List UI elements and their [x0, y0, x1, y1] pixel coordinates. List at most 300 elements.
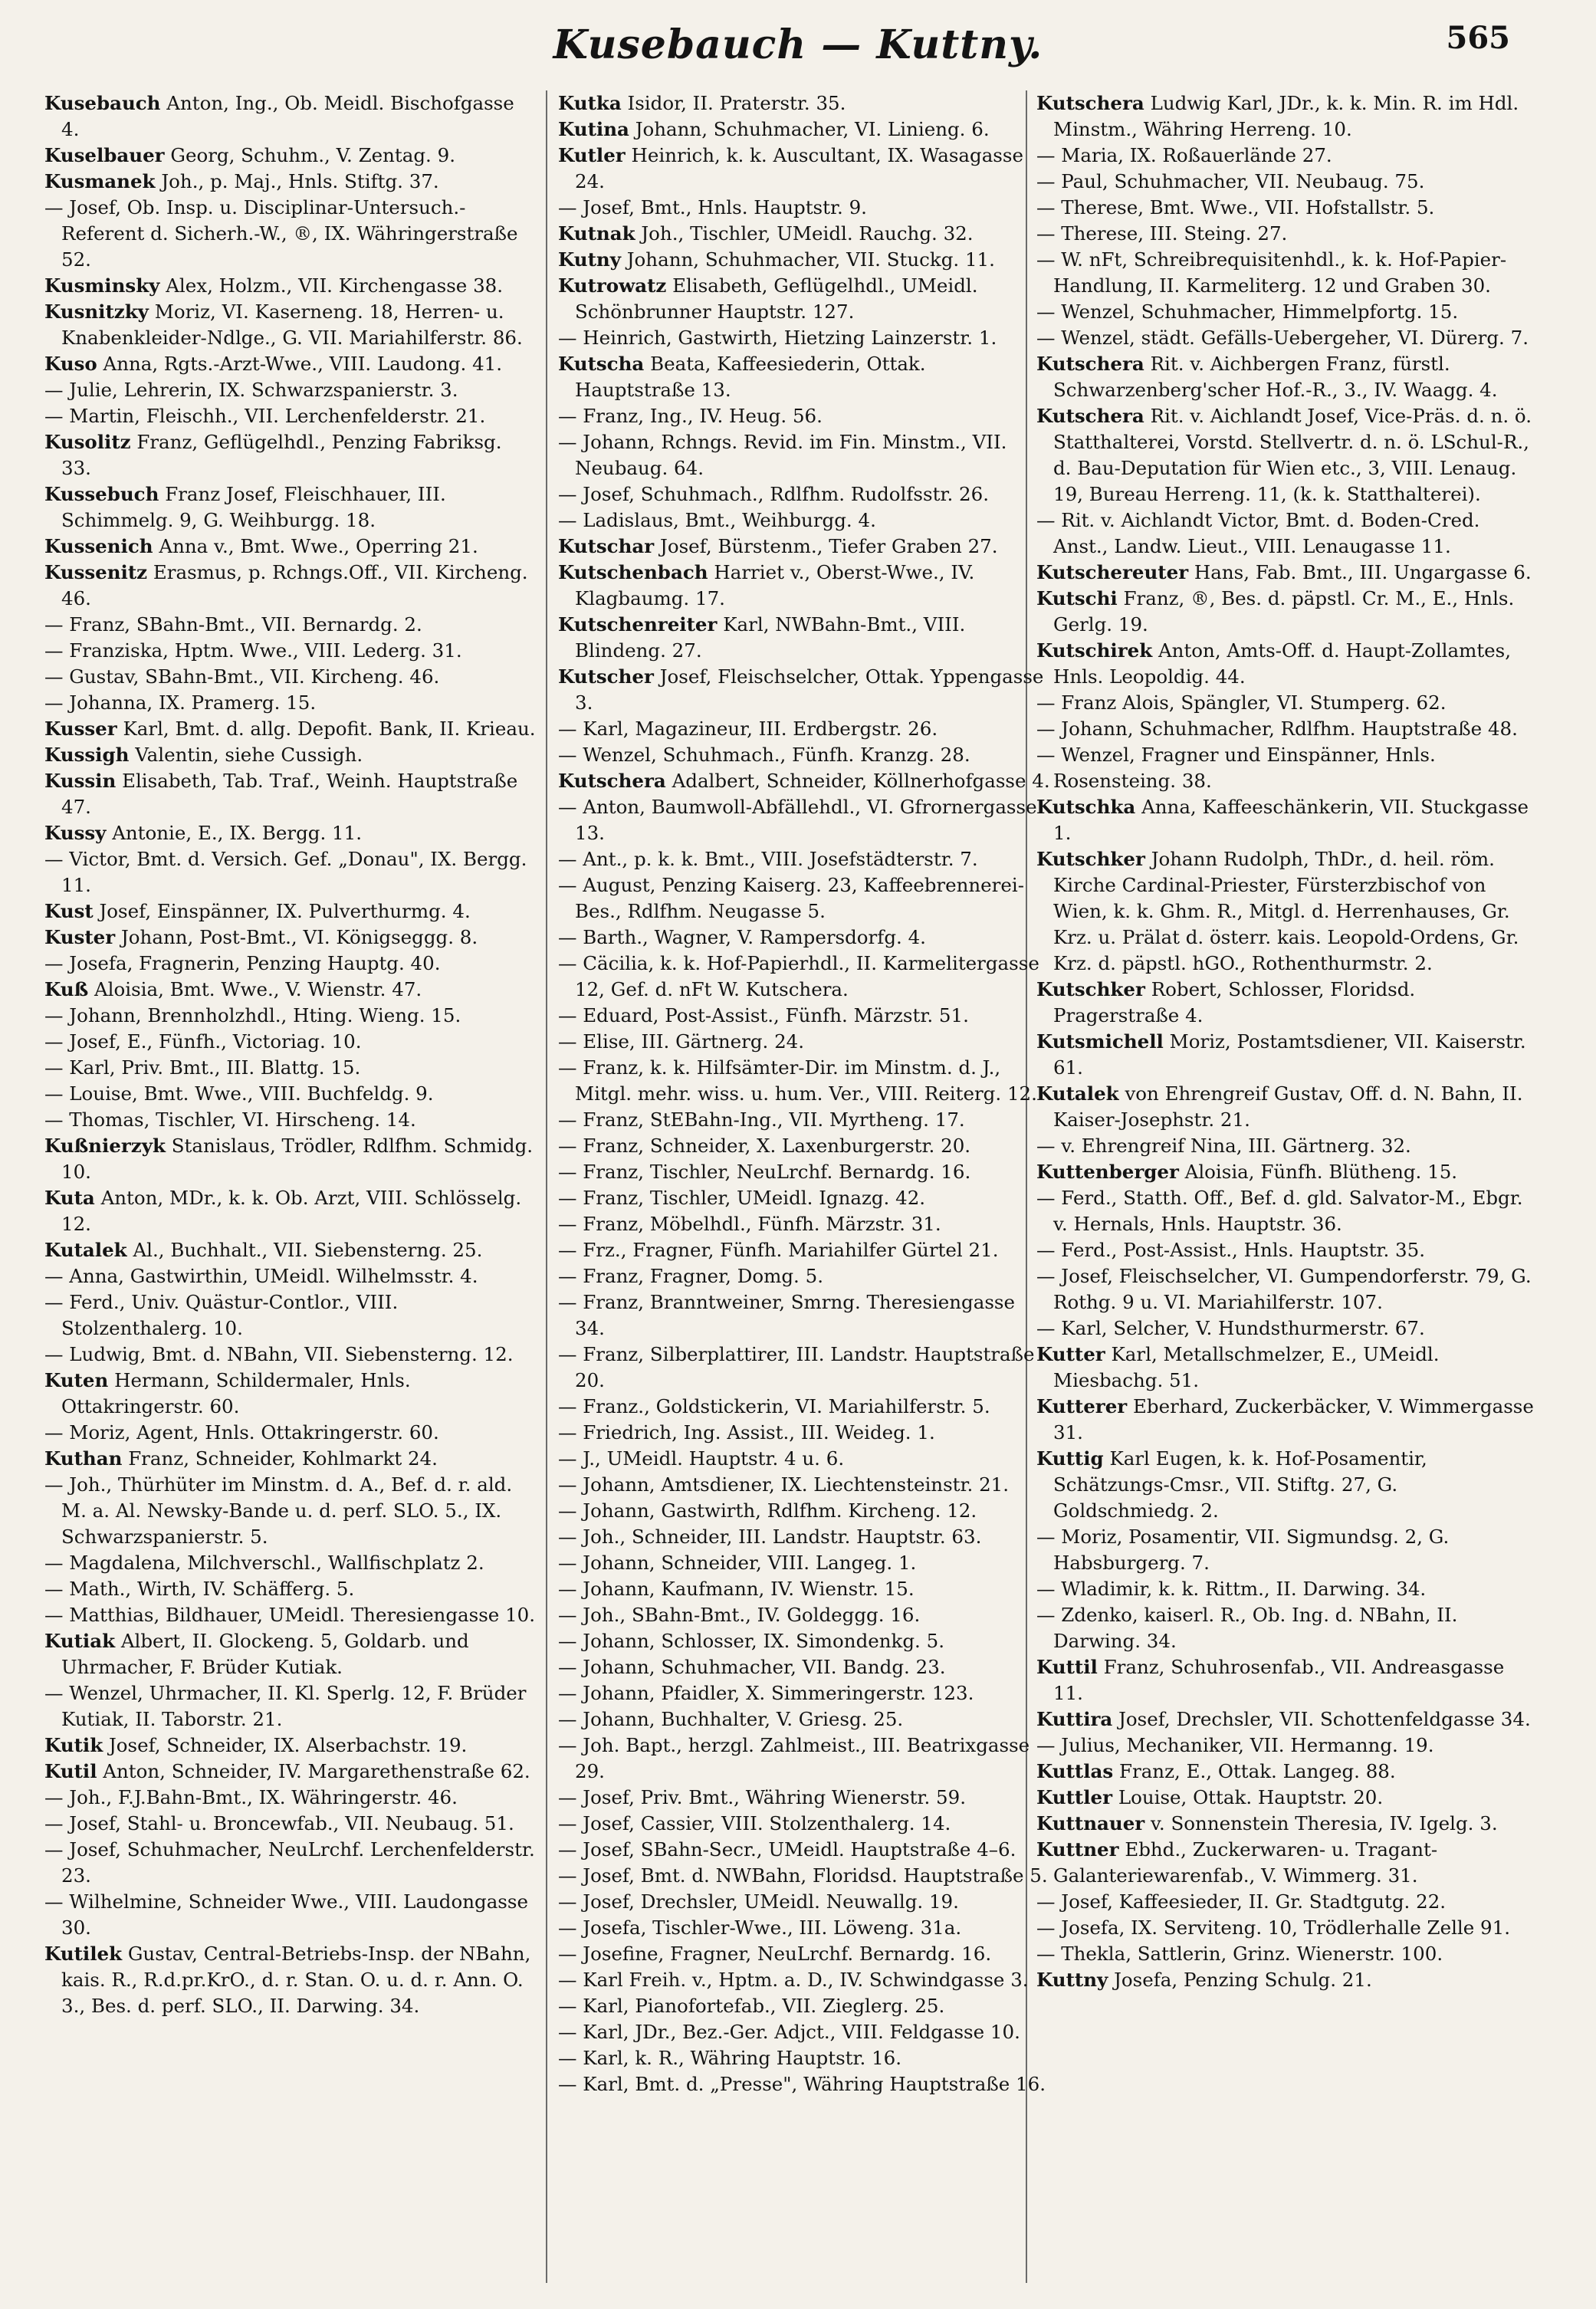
directory-entry	[44, 1237, 537, 1263]
entry-surname: Kuttny	[1036, 1969, 1108, 1991]
entry-surname: Kutschi	[1036, 587, 1118, 609]
directory-entry	[44, 1368, 537, 1420]
entry-surname: Kusser	[44, 718, 117, 740]
entry-details: Franz, Schuhrosenfab., VII. Andreasgasse 11.	[1053, 1656, 1505, 1704]
directory-entry	[44, 742, 537, 768]
entry-surname: Kuster	[44, 926, 116, 948]
directory-sub-entry	[44, 1472, 537, 1550]
directory-entry	[1036, 1811, 1536, 1837]
entry-details: Josef, Drechsler, VII. Schottenfeldgasse 34.	[1118, 1708, 1531, 1730]
entry-surname: Kusolitz	[44, 431, 131, 453]
entry-details: Albert, II. Glockeng. 5, Goldarb. und Uhrmacher, F. Brüder Kutiak.	[61, 1630, 469, 1678]
entry-details: — Franz, Fragner, Domg. 5.	[558, 1265, 824, 1287]
entry-details: — Wenzel, Schuhmach., Fünfh. Kranzg. 28.	[558, 744, 970, 766]
directory-sub-entry	[558, 1263, 1050, 1289]
entry-details: Aloisia, Fünfh. Blütheng. 15.	[1184, 1161, 1458, 1183]
entry-surname: Kuttenberger	[1036, 1161, 1179, 1183]
directory-entry	[1036, 794, 1536, 846]
directory-sub-entry	[558, 1863, 1050, 1889]
directory-sub-entry	[1036, 1185, 1536, 1237]
directory-sub-entry	[558, 1733, 1050, 1785]
entry-details: — Franz, StEBahn-Ing., VII. Myrtheng. 17.	[558, 1109, 965, 1131]
entry-surname: Kutterer	[1036, 1395, 1128, 1417]
entry-details: v. Sonnenstein Theresia, IV. Igelg. 3.	[1151, 1812, 1498, 1834]
entry-details: Franz, E., Ottak. Langeg. 88.	[1118, 1760, 1396, 1782]
entry-details: Johann, Post-Bmt., VI. Königseggg. 8.	[120, 926, 478, 948]
entry-details: — Wenzel, Uhrmacher, II. Kl. Sperlg. 12, F. Brüder Kutiak, II. Taborstr. 21.	[44, 1682, 527, 1730]
entry-details: — Louise, Bmt. Wwe., VIII. Buchfeldg. 9.	[44, 1082, 434, 1105]
entry-details: — Josefa, Tischler-Wwe., III. Löweng. 31a.	[558, 1917, 962, 1939]
directory-sub-entry	[44, 403, 537, 429]
entry-details: Heinrich, k. k. Auscultant, IX. Wasagasse 24.	[575, 144, 1023, 192]
directory-sub-entry	[558, 1055, 1050, 1107]
entry-details: — Cäcilia, k. k. Hof-Papierhdl., II. Karmelitergasse 12, Gef. d. nFt W. Kutschera.	[558, 952, 1039, 1000]
entry-details: — August, Penzing Kaiserg. 23, Kaffeebrennerei-Bes., Rdlfhm. Neugasse 5.	[558, 874, 1025, 922]
directory-sub-entry	[558, 1576, 1050, 1602]
entry-details: — J., UMeidl. Hauptstr. 4 u. 6.	[558, 1447, 845, 1470]
entry-details: Hans, Fab. Bmt., III. Ungargasse 6.	[1194, 561, 1532, 583]
entry-details: — Johann, Gastwirth, Rdlfhm. Kircheng. 12.	[558, 1499, 977, 1522]
entry-surname: Kust	[44, 900, 94, 922]
entry-surname: Kuttira	[1036, 1708, 1113, 1730]
entry-surname: Kuttig	[1036, 1447, 1104, 1470]
directory-sub-entry	[44, 1785, 537, 1811]
directory-sub-entry	[558, 481, 1050, 507]
entry-details: — Therese, III. Steing. 27.	[1036, 222, 1288, 245]
entry-details: Anna v., Bmt. Wwe., Operring 21.	[159, 535, 478, 557]
entry-details: — Franz, Tischler, UMeidl. Ignazg. 42.	[558, 1187, 926, 1209]
entry-details: — Josef, Drechsler, UMeidl. Neuwallg. 19.	[558, 1890, 959, 1913]
entry-details: Elisabeth, Tab. Traf., Weinh. Hauptstraße 47.	[61, 770, 518, 818]
directory-sub-entry	[44, 1263, 537, 1289]
entry-details: Joh., p. Maj., Hnls. Stiftg. 37.	[161, 170, 439, 192]
entry-surname: Kusebauch	[44, 92, 161, 114]
entry-surname: Kutschereuter	[1036, 561, 1189, 583]
directory-entry	[44, 898, 537, 925]
entry-details: — Karl, Pianofortefab., VII. Zieglerg. 25.	[558, 1995, 945, 2017]
entry-details: Johann Rudolph, ThDr., d. heil. röm. Kirche Cardinal-Priester, Fürsterzbischof von Wien, k. k. Ghm. R., Mitgl. d. Herrenhauses, Gr. Krz. u. Prälat d. österr. kais. Leopold-Ordens, Gr. Krz. d. päpstl. hGO., Rothenthurmstr. 2.	[1053, 848, 1519, 974]
entry-surname: Kutschenbach	[558, 561, 708, 583]
entry-details: — Paul, Schuhmacher, VII. Neubaug. 75.	[1036, 170, 1425, 192]
entry-details: Anna, Kaffeeschänkerin, VII. Stuckgasse 1.	[1053, 796, 1529, 844]
directory-sub-entry	[558, 716, 1050, 742]
directory-entry	[1036, 1029, 1536, 1081]
entry-details: — Johann, Kaufmann, IV. Wienstr. 15.	[558, 1578, 915, 1600]
directory-entry	[1036, 638, 1536, 690]
directory-entry	[44, 1185, 537, 1237]
directory-entry	[44, 1733, 537, 1759]
entry-details: — Julie, Lehrerin, IX. Schwarzspanierstr. 3.	[44, 379, 458, 401]
directory-entry	[44, 169, 537, 195]
entry-details: — Maria, IX. Roßauerlände 27.	[1036, 144, 1332, 166]
directory-sub-entry	[558, 2019, 1050, 2045]
entry-surname: Kusmanek	[44, 170, 156, 192]
entry-surname: Kutter	[1036, 1343, 1105, 1365]
entry-details: — Karl, Priv. Bmt., III. Blattg. 15.	[44, 1056, 361, 1079]
entry-surname: Kutiak	[44, 1630, 116, 1652]
entry-details: — Ladislaus, Bmt., Weihburgg. 4.	[558, 509, 876, 531]
entry-surname: Kuta	[44, 1187, 95, 1209]
directory-sub-entry	[44, 1889, 537, 1941]
entry-details: — Karl Freih. v., Hptm. a. D., IV. Schwindgasse 3.	[558, 1969, 1029, 1991]
directory-entry	[1036, 403, 1536, 507]
entry-surname: Kussebuch	[44, 483, 159, 505]
entry-details: — Josef, Bmt. d. NWBahn, Floridsd. Hauptstraße 5.	[558, 1864, 1048, 1887]
entry-details: — Franziska, Hptm. Wwe., VIII. Lederg. 31.	[44, 639, 462, 662]
directory-sub-entry	[1036, 1237, 1536, 1263]
directory-sub-entry	[558, 1524, 1050, 1550]
directory-sub-entry	[558, 2071, 1050, 2097]
entry-details: — Barth., Wagner, V. Rampersdorfg. 4.	[558, 926, 926, 948]
directory-entry	[44, 429, 537, 481]
directory-sub-entry	[44, 195, 537, 273]
directory-sub-entry	[44, 1602, 537, 1628]
entry-surname: Kutschera	[1036, 353, 1144, 375]
entry-details: — Josef, Stahl- u. Broncewfab., VII. Neubaug. 51.	[44, 1812, 514, 1834]
directory-entry	[1036, 1342, 1536, 1394]
entry-surname: Kutschenreiter	[558, 613, 718, 636]
entry-details: — Franz, Tischler, NeuLrchf. Bernardg. 16.	[558, 1161, 971, 1183]
entry-surname: Kutik	[44, 1734, 103, 1756]
entry-details: Josef, Schneider, IX. Alserbachstr. 19.	[108, 1734, 468, 1756]
entry-details: — Ferd., Univ. Quästur-Contlor., VIII. Stolzenthalerg. 10.	[44, 1291, 399, 1339]
entry-surname: Kutka	[558, 92, 622, 114]
entry-details: Karl, Bmt. d. allg. Depofit. Bank, II. Krieau.	[123, 718, 536, 740]
directory-sub-entry	[1036, 143, 1536, 169]
entry-details: — Karl, Selcher, V. Hundsthurmerstr. 67.	[1036, 1317, 1425, 1339]
entry-details: Robert, Schlosser, Floridsd. Pragerstraße 4.	[1053, 978, 1416, 1026]
entry-details: — Johann, Schuhmacher, VII. Bandg. 23.	[558, 1656, 946, 1678]
entry-surname: Kutrowatz	[558, 274, 667, 297]
entry-details: — Franz, k. k. Hilfsämter-Dir. im Minstm. d. J., Mitgl. mehr. wiss. u. hum. Ver., VIII. Reiterg. 12.	[558, 1056, 1037, 1105]
entry-details: — Julius, Mechaniker, VII. Hermanng. 19.	[1036, 1734, 1434, 1756]
directory-sub-entry	[44, 846, 537, 898]
directory-sub-entry	[558, 1993, 1050, 2019]
entry-details: Franz, Geflügelhdl., Penzing Fabriksg. 33.	[61, 431, 502, 479]
directory-sub-entry	[1036, 221, 1536, 247]
directory-entry	[44, 1446, 537, 1472]
directory-sub-entry	[558, 1394, 1050, 1420]
directory-sub-entry	[44, 612, 537, 638]
directory-sub-entry	[558, 872, 1050, 925]
directory-sub-entry	[1036, 690, 1536, 716]
directory-sub-entry	[558, 1706, 1050, 1733]
directory-sub-entry	[558, 1967, 1050, 1993]
entry-surname: Kuttler	[1036, 1786, 1113, 1808]
directory-entry	[1036, 1837, 1536, 1889]
entry-details: — Zdenko, kaiserl. R., Ob. Ing. d. NBahn, II. Darwing. 34.	[1036, 1604, 1458, 1652]
directory-entry	[44, 481, 537, 534]
entry-details: Anton, Ing., Ob. Meidl. Bischofgasse 4.	[61, 92, 514, 140]
directory-entry	[44, 716, 537, 742]
directory-sub-entry	[558, 1915, 1050, 1941]
directory-sub-entry	[558, 1498, 1050, 1524]
entry-details: — Franz, SBahn-Bmt., VII. Bernardg. 2.	[44, 613, 422, 636]
entry-details: — v. Ehrengreif Nina, III. Gärtnerg. 32.	[1036, 1135, 1411, 1157]
directory-entry	[1036, 977, 1536, 1029]
entry-details: Georg, Schuhm., V. Zentag. 9.	[170, 144, 455, 166]
directory-entry	[44, 925, 537, 951]
entry-surname: Kutina	[558, 118, 629, 140]
directory-sub-entry	[44, 1837, 537, 1889]
directory-sub-entry	[44, 1811, 537, 1837]
entry-surname: Kutalek	[1036, 1082, 1119, 1105]
directory-sub-entry	[558, 507, 1050, 534]
entry-details: Alex, Holzm., VII. Kirchengasse 38.	[166, 274, 504, 297]
entry-surname: Kussenitz	[44, 561, 148, 583]
entry-details: Isidor, II. Praterstr. 35.	[627, 92, 846, 114]
directory-entry	[44, 534, 537, 560]
directory-sub-entry	[1036, 169, 1536, 195]
entry-details: Aloisia, Bmt. Wwe., V. Wienstr. 47.	[94, 978, 422, 1000]
directory-entry	[44, 768, 537, 820]
directory-sub-entry	[558, 742, 1050, 768]
directory-sub-entry	[558, 1211, 1050, 1237]
entry-details: Josef, Bürstenm., Tiefer Graben 27.	[660, 535, 998, 557]
directory-sub-entry	[1036, 299, 1536, 325]
entry-details: — Johann, Schuhmacher, Rdlfhm. Hauptstraße 48.	[1036, 718, 1518, 740]
entry-details: — Ludwig, Bmt. d. NBahn, VII. Siebensterng. 12.	[44, 1343, 514, 1365]
directory-sub-entry	[44, 1576, 537, 1602]
directory-entry	[558, 560, 1050, 612]
directory-sub-entry	[44, 638, 537, 664]
entry-details: Joh., Tischler, UMeidl. Rauchg. 32.	[641, 222, 974, 245]
entry-details: — W. nFt, Schreibrequisitenhdl., k. k. Hof-Papier-Handlung, II. Karmeliterg. 12 und Graben 30.	[1036, 248, 1507, 297]
entry-details: — Joh., Schneider, III. Landstr. Hauptstr. 63.	[558, 1526, 982, 1548]
directory-sub-entry	[558, 1837, 1050, 1863]
directory-sub-entry	[558, 1289, 1050, 1342]
entry-details: — Joh., Thürhüter im Minstm. d. A., Bef. d. r. ald. M. a. Al. Newsky-Bande u. d. perf. SLO. 5., IX. Schwarzspanierstr. 5.	[44, 1473, 513, 1548]
directory-sub-entry	[1036, 716, 1536, 742]
directory-sub-entry	[44, 1081, 537, 1107]
directory-entry	[558, 143, 1050, 195]
entry-details: — Martin, Fleischh., VII. Lerchenfelderstr. 21.	[44, 405, 486, 427]
directory-sub-entry	[1036, 1733, 1536, 1759]
entry-surname: Kuttlas	[1036, 1760, 1114, 1782]
column-divider	[546, 90, 547, 2283]
directory-entry	[1036, 1081, 1536, 1133]
entry-details: — Johann, Brennholzhdl., Hting. Wieng. 15.	[44, 1004, 461, 1026]
directory-sub-entry	[558, 951, 1050, 1003]
directory-sub-entry	[1036, 507, 1536, 560]
entry-surname: Kutnak	[558, 222, 635, 245]
entry-details: — Ferd., Statth. Off., Bef. d. gld. Salvator-M., Ebgr. v. Hernals, Hnls. Hauptstr. 36.	[1036, 1187, 1523, 1235]
entry-details: — Franz, Ing., IV. Heug. 56.	[558, 405, 823, 427]
directory-sub-entry	[1036, 742, 1536, 794]
entry-details: — Anton, Baumwoll-Abfällehdl., VI. Gfrornergasse 13.	[558, 796, 1037, 844]
directory-sub-entry	[44, 1420, 537, 1446]
directory-entry	[1036, 1446, 1536, 1524]
directory-entry	[1036, 586, 1536, 638]
entry-surname: Kutschker	[1036, 848, 1145, 870]
entry-details: — Matthias, Bildhauer, UMeidl. Theresiengasse 10.	[44, 1604, 536, 1626]
directory-sub-entry	[558, 429, 1050, 481]
entry-details: — Wladimir, k. k. Rittm., II. Darwing. 34.	[1036, 1578, 1427, 1600]
directory-column-2	[558, 90, 1050, 2097]
directory-sub-entry	[558, 1628, 1050, 1654]
entry-details: — Joh., F.J.Bahn-Bmt., IX. Währingerstr. 46.	[44, 1786, 458, 1808]
entry-surname: Kussenich	[44, 535, 153, 557]
directory-sub-entry	[558, 1029, 1050, 1055]
entry-surname: Kuttnauer	[1036, 1812, 1145, 1834]
entry-details: Josef, Fleischselcher, Ottak. Yppengasse 3.	[575, 665, 1044, 714]
entry-details: — Josefa, Fragnerin, Penzing Hauptg. 40.	[44, 952, 441, 974]
directory-sub-entry	[558, 1133, 1050, 1159]
directory-entry	[44, 1628, 537, 1680]
entry-details: — Thekla, Sattlerin, Grinz. Wienerstr. 100.	[1036, 1943, 1443, 1965]
entry-details: Ebhd., Zuckerwaren- u. Tragant-Galanteriewarenfab., V. Wimmerg. 31.	[1053, 1838, 1438, 1887]
entry-details: Karl, NWBahn-Bmt., VIII. Blindeng. 27.	[575, 613, 966, 662]
entry-details: Valentin, siehe Cussigh.	[135, 744, 363, 766]
entry-details: — Math., Wirth, IV. Schäfferg. 5.	[44, 1578, 355, 1600]
directory-sub-entry	[44, 1289, 537, 1342]
directory-entry	[44, 273, 537, 299]
entry-details: — Therese, Bmt. Wwe., VII. Hofstallstr. 5.	[1036, 196, 1435, 218]
directory-sub-entry	[558, 925, 1050, 951]
entry-details: — Magdalena, Milchverschl., Wallfischplatz 2.	[44, 1552, 484, 1574]
directory-entry	[1036, 560, 1536, 586]
entry-details: Hermann, Schildermaler, Hnls. Ottakringerstr. 60.	[61, 1369, 411, 1417]
directory-entry	[1036, 1785, 1536, 1811]
directory-sub-entry	[1036, 1602, 1536, 1654]
directory-entry	[558, 117, 1050, 143]
entry-details: — Moriz, Agent, Hnls. Ottakringerstr. 60.	[44, 1421, 439, 1444]
entry-surname: Kutschirek	[1036, 639, 1153, 662]
entry-details: Franz, Schneider, Kohlmarkt 24.	[128, 1447, 438, 1470]
entry-surname: Kutschker	[1036, 978, 1145, 1000]
entry-surname: Kutschera	[558, 770, 666, 792]
entry-details: — Eduard, Post-Assist., Fünfh. Märzstr. 51.	[558, 1004, 969, 1026]
entry-details: — Franz, Schneider, X. Laxenburgerstr. 20.	[558, 1135, 971, 1157]
directory-entry	[44, 1941, 537, 2019]
directory-sub-entry	[558, 1420, 1050, 1446]
directory-sub-entry	[44, 1055, 537, 1081]
entry-details: — Wenzel, städt. Gefälls-Uebergeher, VI. Dürerg. 7.	[1036, 327, 1529, 349]
running-head: Kusebauch — Kuttny.	[553, 21, 1043, 68]
directory-entry	[1036, 90, 1536, 143]
entry-details: — Johann, Schlosser, IX. Simondenkg. 5.	[558, 1630, 945, 1652]
entry-details: Moriz, VI. Kaserneng. 18, Herren- u. Knabenkleider-Ndlge., G. VII. Mariahilferstr. 86.	[61, 301, 523, 349]
directory-sub-entry	[558, 1472, 1050, 1498]
directory-entry	[1036, 846, 1536, 977]
entry-details: — Franz Alois, Spängler, VI. Stumperg. 62.	[1036, 691, 1447, 714]
entry-surname: Kussy	[44, 822, 107, 844]
entry-surname: Kusnitzky	[44, 301, 149, 323]
entry-surname: Kutscher	[558, 665, 654, 688]
directory-sub-entry	[558, 1237, 1050, 1263]
directory-sub-entry	[44, 664, 537, 690]
entry-details: — Josef, Bmt., Hnls. Hauptstr. 9.	[558, 196, 867, 218]
directory-entry	[44, 90, 537, 143]
entry-details: — Franz, Möbelhdl., Fünfh. Märzstr. 31.	[558, 1213, 941, 1235]
directory-sub-entry	[1036, 1915, 1536, 1941]
entry-surname: Kuso	[44, 353, 97, 375]
entry-surname: Kusminsky	[44, 274, 160, 297]
directory-entry	[44, 351, 537, 377]
entry-surname: Kuten	[44, 1369, 109, 1391]
directory-sub-entry	[1036, 1133, 1536, 1159]
directory-sub-entry	[558, 794, 1050, 846]
entry-details: — Josef, Schuhmacher, NeuLrchf. Lerchenfelderstr. 23.	[44, 1838, 535, 1887]
entry-details: — Thomas, Tischler, VI. Hirscheng. 14.	[44, 1109, 416, 1131]
entry-surname: Kutilek	[44, 1943, 123, 1965]
entry-details: — Victor, Bmt. d. Versich. Gef. „Donau", IX. Bergg. 11.	[44, 848, 527, 896]
entry-details: — Johann, Schneider, VIII. Langeg. 1.	[558, 1552, 917, 1574]
directory-sub-entry	[1036, 1263, 1536, 1315]
entry-details: — Karl, k. R., Währing Hauptstr. 16.	[558, 2047, 902, 2069]
entry-details: — Franz, Branntweiner, Smrng. Theresiengasse 34.	[558, 1291, 1015, 1339]
directory-entry	[44, 1133, 537, 1185]
entry-details: — Ant., p. k. k. Bmt., VIII. Josefstädterstr. 7.	[558, 848, 978, 870]
entry-details: Moriz, Postamtsdiener, VII. Kaiserstr. 61.	[1053, 1030, 1526, 1079]
directory-entry	[1036, 1159, 1536, 1185]
directory-sub-entry	[558, 1680, 1050, 1706]
directory-entry	[558, 221, 1050, 247]
entry-surname: Kutil	[44, 1760, 97, 1782]
directory-entry	[558, 273, 1050, 325]
entry-details: — Frz., Fragner, Fünfh. Mariahilfer Gürtel 21.	[558, 1239, 999, 1261]
entry-details: — Johann, Rchngs. Revid. im Fin. Minstm., VII. Neubaug. 64.	[558, 431, 1007, 479]
entry-surname: Kussigh	[44, 744, 130, 766]
directory-sub-entry	[558, 403, 1050, 429]
entry-details: von Ehrengreif Gustav, Off. d. N. Bahn, II. Kaiser-Josephstr. 21.	[1053, 1082, 1523, 1131]
directory-sub-entry	[558, 1941, 1050, 1967]
entry-details: — Josef, Kaffeesieder, II. Gr. Stadtgutg. 22.	[1036, 1890, 1447, 1913]
entry-details: — Friedrich, Ing. Assist., III. Weideg. 1.	[558, 1421, 935, 1444]
directory-sub-entry	[44, 1003, 537, 1029]
directory-column-1	[44, 90, 537, 2019]
directory-sub-entry	[558, 1159, 1050, 1185]
entry-details: Al., Buchhalt., VII. Siebensterng. 25.	[133, 1239, 483, 1261]
directory-sub-entry	[44, 1342, 537, 1368]
entry-details: Adalbert, Schneider, Köllnerhofgasse 4.	[672, 770, 1050, 792]
directory-sub-entry	[558, 1785, 1050, 1811]
directory-entry	[44, 1759, 537, 1785]
directory-sub-entry	[44, 1550, 537, 1576]
directory-sub-entry	[44, 690, 537, 716]
entry-details: Stanislaus, Trödler, Rdlfhm. Schmidg. 10.	[61, 1135, 534, 1183]
entry-details: — Josef, SBahn-Secr., UMeidl. Hauptstraße 4–6.	[558, 1838, 1016, 1861]
directory-sub-entry	[558, 1446, 1050, 1472]
entry-surname: Kutler	[558, 144, 626, 166]
entry-details: — Josef, Fleischselcher, VI. Gumpendorferstr. 79, G. Rothg. 9 u. VI. Mariahilferstr. 107.	[1036, 1265, 1532, 1313]
directory-entry	[44, 143, 537, 169]
directory-entry	[44, 299, 537, 351]
directory-sub-entry	[44, 1680, 537, 1733]
entry-details: — Elise, III. Gärtnerg. 24.	[558, 1030, 805, 1053]
directory-entry	[1036, 1706, 1536, 1733]
entry-details: Anton, MDr., k. k. Ob. Arzt, VIII. Schlösselg. 12.	[61, 1187, 522, 1235]
directory-sub-entry	[1036, 1315, 1536, 1342]
entry-details: — Gustav, SBahn-Bmt., VII. Kircheng. 46.	[44, 665, 440, 688]
entry-surname: Kuselbauer	[44, 144, 165, 166]
entry-details: — Franz, Silberplattirer, III. Landstr. Hauptstraße 20.	[558, 1343, 1035, 1391]
entry-surname: Kutschera	[1036, 405, 1144, 427]
entry-surname: Kussin	[44, 770, 117, 792]
entry-details: — Anna, Gastwirthin, UMeidl. Wilhelmsstr. 4.	[44, 1265, 478, 1287]
directory-entry	[558, 768, 1050, 794]
entry-surname: Kutscha	[558, 353, 645, 375]
entry-details: — Josefa, IX. Serviteng. 10, Trödlerhalle Zelle 91.	[1036, 1917, 1511, 1939]
directory-sub-entry	[558, 1654, 1050, 1680]
entry-details: Rit. v. Aichlandt Josef, Vice-Präs. d. n. ö. Statthalterei, Vorstd. Stellvertr. d. n. ö. LSchul-R., d. Bau-Deputation für Wien etc., 3, VIII. Lenaug. 19, Bureau Herreng. 11, (k. k. Statthalterei).	[1053, 405, 1532, 505]
directory-sub-entry	[558, 1889, 1050, 1915]
entry-details: Karl, Metallschmelzer, E., UMeidl. Miesbachg. 51.	[1053, 1343, 1440, 1391]
directory-entry	[558, 534, 1050, 560]
entry-details: — Josef, Schuhmach., Rdlfhm. Rudolfsstr. 26.	[558, 483, 989, 505]
entry-details: Erasmus, p. Rchngs.Off., VII. Kircheng. 46.	[61, 561, 528, 609]
entry-surname: Kuß	[44, 978, 89, 1000]
